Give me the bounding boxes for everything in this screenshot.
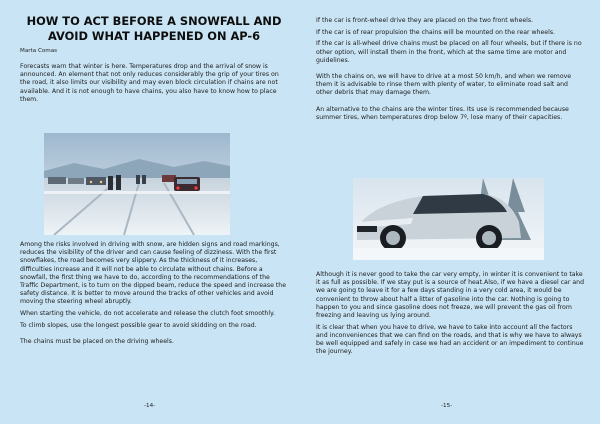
right-body-text [316,271,586,360]
conclusion-paragraph: It is clear that when you have to drive, we have to take into account all the factors and inconveniences that we can find on the roads, and that is why we have to always be well equipped and safely in case we had an accident or an impediment to continue the journey. [316,323,584,356]
slopes-paragraph: To climb slopes, use the longest possible gear to avoid skidding on the road. [20,321,257,329]
page-number-right: -15- [441,403,453,409]
title-line-2: AVOID WHAT HAPPENED ON AP-6 [47,29,261,43]
snowy-highway-illustration [44,133,230,235]
chains-paragraph: The chains must be placed on the driving wheels. [20,338,174,346]
left-body-text [20,241,288,350]
winter-tires-paragraph: An alternative to the chains are the winter tires. Its use is recommended because summer tires, when temperatures drop below 7º, lose many of their capacities. [316,105,569,121]
title-line-1: HOW TO ACT BEFORE A SNOWFALL AND [26,14,282,28]
rear-wheel-paragraph: If the car is of rear propulsion the chains will be mounted on the rear wheels. [316,28,556,36]
car-in-snow-photo [353,178,544,260]
page-number-left: -14- [144,403,156,409]
front-wheel-paragraph: If the car is front-wheel drive they are placed on the two front wheels. [316,17,534,24]
intro-paragraph: Forecasts warn that winter is here. Temperatures drop and the arrival of snow is announced. An element that not only reduces considerably the grip of your tires on the road, it also limits our visibility and may even block circulation if chains are not available. And it is not enough to have chains, you also have to know how to place them. [20,63,279,103]
risks-paragraph: Among the risks involved in driving with snow, are hidden signs and road markings, reduces the visibility of the driver and can cause feeling of dizziness. With the first snowflakes, the road becomes very slippery. As the thickness of it increases, difficulties increase and it will not be able to circulate without chains. Before a snowfall, the first thing we have to do, according to the recommendations of the Traffic Department, is to turn on the dipped beam, reduce the speed and increase the safety distance. It is better to move around the tracks of other vehicles and avoid moving the steering wheel abruptly. [20,241,287,306]
clutch-paragraph: When starting the vehicle, do not accelerate and release the clutch foot smoothly. [20,310,275,318]
car-in-snow-illustration [353,178,544,260]
snowy-highway-photo [44,133,230,235]
speed-paragraph: With the chains on, we will have to drive at a most 50 km/h, and when we remove them it is advisable to rinse them with plenty of water, to eliminate road salt and other debris that may damage them. [316,73,572,97]
author-name: Marta Comas [20,48,58,54]
all-wheel-paragraph: If the car is all-wheel drive chains must be placed on all four wheels, but if there is no other option, will install them in the front, which at the same time are motor and guidelines. [316,40,582,64]
fuel-paragraph: Although it is never good to take the car very empty, in winter it is convenient to take it as full as possible. If we stay put is a source of heat.Also, if we have a diesel car and we are going to leave it for a few days standing in a very cold area, it would be convenient to throw about half a litter of gasoline into the car. Nothing is going to happen to you and since gasoline does not freeze, we will prevent the gas oil from freezing and leaving us lying around. [316,271,585,320]
article-title [20,14,288,44]
